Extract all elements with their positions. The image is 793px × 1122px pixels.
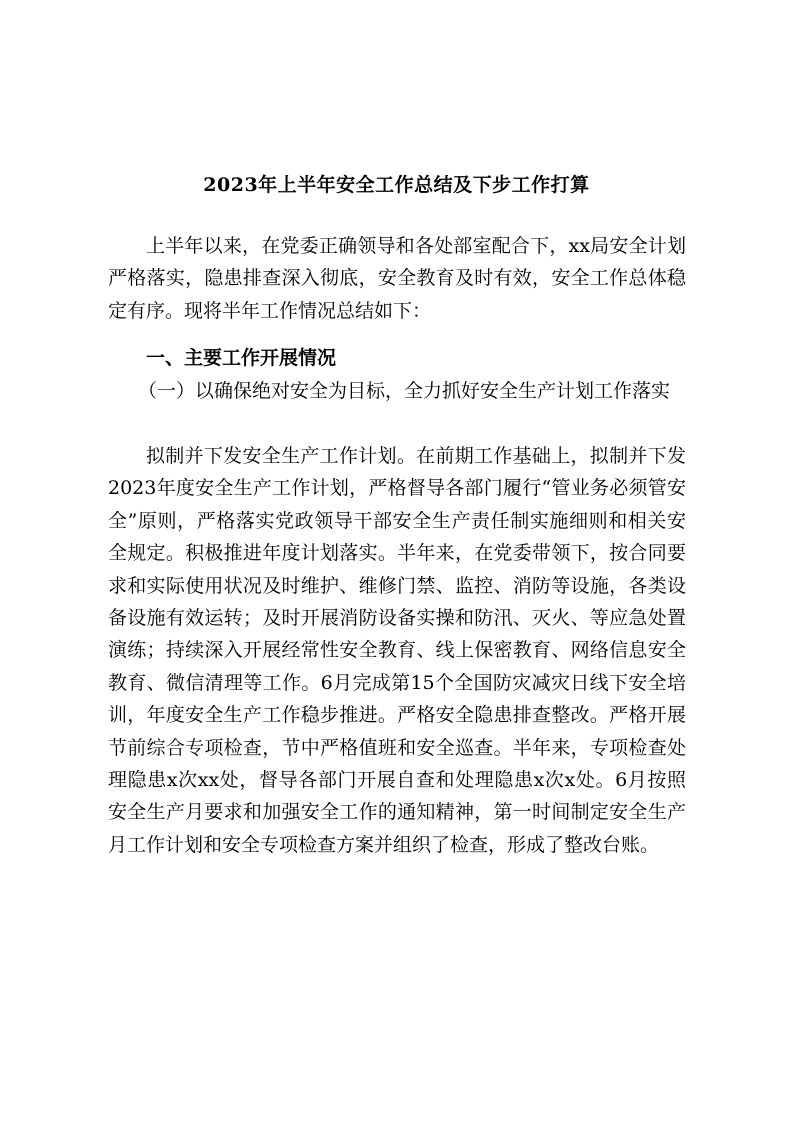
subsection-heading: （一）以确保绝对安全为目标，全力抓好安全生产计划工作落实	[138, 380, 671, 402]
body-paragraph: 拟制并下发安全生产工作计划。在前期工作基础上，拟制并下发2023年度安全生产工作计划，严格督导各部门履行“管业务必须管安全”原则，严格落实党政领导干部安全生产责任制实施细则和相关安全规定。积极推进年度计划落实。半年来，在党委带领下，按合同要求和实际使用状况及时维护、维修门禁、监控、消防等设施，各类设备设施有效运转；及时开展消防设备实操和防汛、灭火、等应急处置演练；持续深入开展经常性安全教育、线上保密教育、网络信息安全教育、微信清理等工作。6月完成第15个全国防灾减灾日线下安全培训，年度安全生产工作稳步推进。严格安全隐患排查整改。严格开展节前综合专项检查，节中严格值班和安全巡查。半年来，专项检查处理隐患x次xx处，督导各部门开展自查和处理隐患x次x处。6月按照安全生产月要求和加强安全工作的通知精神，第一时间制定安全生产月工作计划和安全专项检查方案并组织了检查，形成了整改台账。	[108, 445, 686, 856]
document-title: 2023年上半年安全工作总结及下步工作打算	[203, 174, 590, 196]
intro-paragraph: 上半年以来，在党委正确领导和各处部室配合下，xx局安全计划严格落实，隐患排查深入彻底，安全教育及时有效，安全工作总体稳定有序。现将半年工作情况总结如下：	[108, 235, 686, 322]
section-heading: 一、主要工作开展情况	[146, 347, 337, 369]
